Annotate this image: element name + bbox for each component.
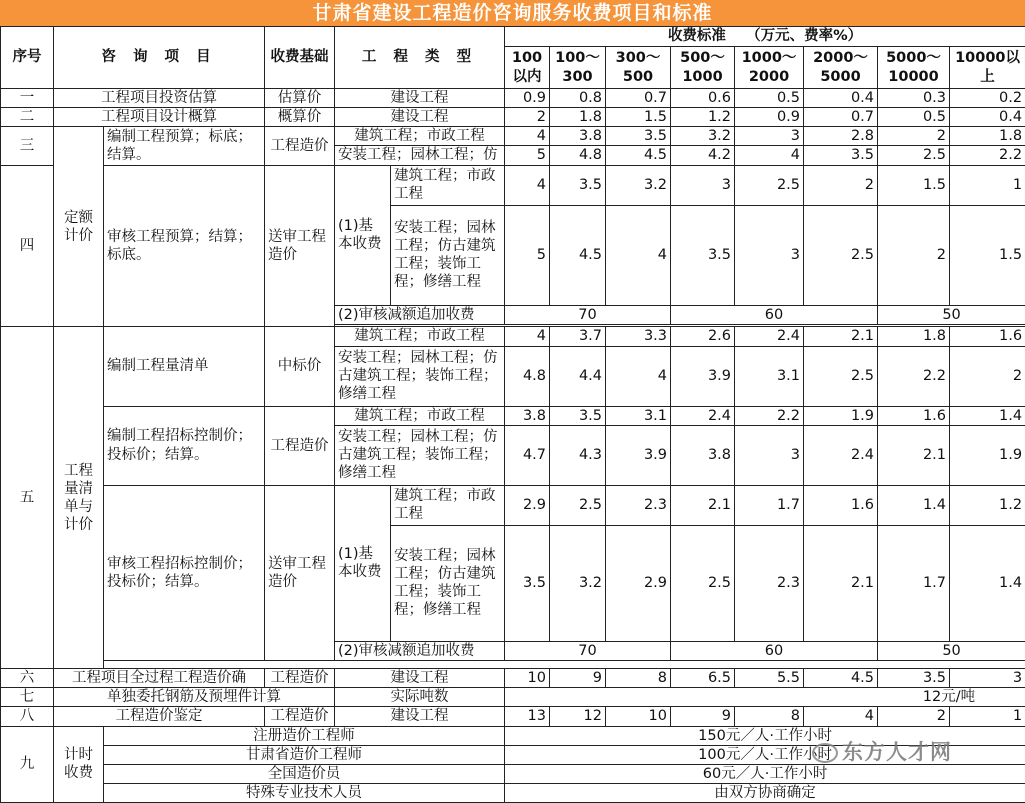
fee-value: 3 (735, 425, 804, 485)
row-seq: 九 (1, 726, 54, 803)
row-type: 建筑工程；市政工程 (391, 485, 505, 525)
fee-table (0, 26, 1025, 803)
row-type: 安装工程；园林工程；仿 (335, 146, 505, 165)
fee-value: 2.5 (671, 525, 735, 641)
fee-value: 4.8 (505, 346, 550, 406)
fee-value: 100元／人·工作小时 (505, 745, 1025, 764)
row-seq: 六 (1, 669, 54, 688)
fee-value: 2.4 (671, 406, 735, 425)
fee-value: 2 (804, 165, 878, 205)
fee-value: 3 (671, 165, 735, 205)
fee-value: 4.3 (550, 425, 606, 485)
group-label-quota: 定额计价 (54, 127, 104, 327)
fee-value: 3.5 (878, 669, 950, 688)
fee-value: 3.5 (671, 205, 735, 305)
row-type: 安装工程；园林工程；仿古建筑工程；装饰工程；修缮工程 (335, 346, 505, 406)
tier-label: 1000～2000 (735, 47, 804, 89)
table-row (1, 764, 1025, 783)
table-row (1, 127, 1025, 146)
row-type: 建设工程 (335, 669, 505, 688)
fee-value: 3.9 (606, 425, 671, 485)
fee-value: 5 (505, 205, 550, 305)
header-item: 咨 询 项 目 (54, 27, 265, 89)
table-row (1, 669, 1025, 688)
row-item: 审核工程招标控制价；投标价；结算。 (104, 485, 265, 660)
fee-value: 3.7 (550, 327, 606, 346)
row-basis: 工程造价 (265, 406, 335, 485)
fee-value: 2.2 (735, 406, 804, 425)
fee-value: 3.3 (606, 327, 671, 346)
row-item: 全国造价员 (104, 764, 505, 783)
table-row (1, 327, 1025, 346)
fee-value: 4.8 (550, 146, 606, 165)
fee-value: 4.5 (606, 146, 671, 165)
fee-value: 1.9 (804, 406, 878, 425)
fee-value: 10 (505, 669, 550, 688)
fee-value: 2.3 (606, 485, 671, 525)
fee-value: 60元／人·工作小时 (505, 764, 1025, 783)
fee-value: 2.4 (735, 327, 804, 346)
row-type: 建设工程 (335, 108, 505, 127)
fee-value: 12元/吨 (505, 688, 1025, 707)
fee-value: 1 (950, 165, 1025, 205)
fee-value: 1.5 (878, 165, 950, 205)
fee-value: 4 (735, 146, 804, 165)
fee-value: 9 (671, 707, 735, 726)
fee-value: 2.3 (735, 525, 804, 641)
fee-value: 2.5 (804, 346, 878, 406)
fee-value: 5.5 (735, 669, 804, 688)
fee-value: 2.1 (804, 525, 878, 641)
fee-value: 4.2 (671, 146, 735, 165)
row-type: 建筑工程；市政工程 (335, 127, 505, 146)
fee-value: 8 (606, 669, 671, 688)
fee-value: 4 (606, 205, 671, 305)
row-basis: 概算价 (265, 108, 335, 127)
tier-label: 300～500 (606, 47, 671, 89)
row-seq: 四 (1, 165, 54, 327)
fee-value: 1.6 (950, 327, 1025, 346)
row-item: 编制工程预算；标底；结算。 (104, 127, 265, 165)
fee-value: 1.2 (671, 108, 735, 127)
fee-value: 1.4 (950, 525, 1025, 641)
base-fee-label: (1)基本收费 (335, 485, 391, 641)
fee-value: 由双方协商确定 (505, 783, 1025, 802)
row-item: 工程造价鉴定 (54, 707, 265, 726)
fee-value: 2.2 (878, 346, 950, 406)
fee-value: 10 (606, 707, 671, 726)
fee-value: 2.9 (505, 485, 550, 525)
header-seq: 序号 (1, 27, 54, 89)
fee-value: 1.7 (878, 525, 950, 641)
fee-value: 1.6 (878, 406, 950, 425)
fee-value: 0.4 (804, 89, 878, 108)
tier-label: 100以内 (505, 47, 550, 89)
spacer-row (1, 663, 1025, 666)
tier-label: 100～300 (550, 47, 606, 89)
fee-value: 1.2 (950, 485, 1025, 525)
fee-value: 4 (505, 327, 550, 346)
row-item: 注册造价工程师 (104, 726, 505, 745)
fee-value: 0.2 (950, 89, 1025, 108)
tier-label: 10000以上 (950, 47, 1025, 89)
table-row (1, 108, 1025, 127)
row-basis: 估算价 (265, 89, 335, 108)
header-row (1, 27, 1025, 47)
tier-label: 2000～5000 (804, 47, 878, 89)
fee-value: 1.5 (950, 205, 1025, 305)
fee-value: 2 (878, 127, 950, 146)
fee-value: 3.5 (505, 525, 550, 641)
fee-value: 0.5 (878, 108, 950, 127)
fee-value: 4.7 (505, 425, 550, 485)
fee-value: 1.6 (804, 485, 878, 525)
row-type: 建筑工程；市政工程 (335, 406, 505, 425)
table-row (1, 688, 1025, 707)
fee-value: 2.1 (804, 327, 878, 346)
row-basis: 工程造价 (265, 127, 335, 165)
row-item: 审核工程预算；结算；标底。 (104, 165, 265, 327)
fee-value: 2 (950, 346, 1025, 406)
fee-value: 1.5 (606, 108, 671, 127)
fee-value: 3.5 (550, 406, 606, 425)
header-standard: 收费标准 （万元、费率%） (505, 27, 1025, 47)
fee-value: 4 (505, 127, 550, 146)
fee-value: 1.4 (878, 485, 950, 525)
fee-value: 5 (505, 146, 550, 165)
fee-value: 3 (735, 205, 804, 305)
fee-value: 6.5 (671, 669, 735, 688)
table-row (1, 89, 1025, 108)
row-basis: 中标价 (265, 327, 335, 406)
row-type: 实际吨数 (335, 688, 505, 707)
row-basis: 工程造价 (265, 707, 335, 726)
fee-value: 2.2 (950, 146, 1025, 165)
header-type: 工 程 类 型 (335, 27, 505, 89)
row-seq: 一 (1, 89, 54, 108)
fee-value: 1.7 (735, 485, 804, 525)
fee-value: 2.5 (878, 146, 950, 165)
fee-value: 3.2 (550, 525, 606, 641)
fee-value: 3 (735, 127, 804, 146)
fee-value: 4.5 (804, 669, 878, 688)
row-seq: 五 (1, 327, 54, 669)
row-item: 编制工程招标控制价；投标价；结算。 (104, 406, 265, 485)
table-row (1, 406, 1025, 425)
fee-value: 0.4 (950, 108, 1025, 127)
row-item: 甘肃省造价工程师 (104, 745, 505, 764)
fee-value: 12 (550, 707, 606, 726)
row-basis: 送审工程造价 (265, 165, 335, 327)
row-seq: 八 (1, 707, 54, 726)
fee-value: 2.5 (804, 205, 878, 305)
fee-value: 0.6 (671, 89, 735, 108)
table-title: 甘肃省建设工程造价咨询服务收费项目和标准 (0, 0, 1025, 26)
row-type: 安装工程；园林工程；仿古建筑工程；装饰工程；修缮工程 (335, 425, 505, 485)
fee-value: 2.4 (804, 425, 878, 485)
fee-value: 0.5 (735, 89, 804, 108)
fee-value: 1.4 (950, 406, 1025, 425)
fee-value: 3.5 (804, 146, 878, 165)
row-seq: 三 (1, 127, 54, 165)
row-seq: 七 (1, 688, 54, 707)
fee-value: 0.8 (550, 89, 606, 108)
row-type: 建筑工程；市政工程 (391, 165, 505, 205)
fee-value: 2 (505, 108, 550, 127)
row-type: 安装工程；园林工程；仿古建筑工程；装饰工程；修缮工程 (391, 525, 505, 641)
fee-value: 4.4 (550, 346, 606, 406)
fee-value: 2.1 (878, 425, 950, 485)
fee-value: 4 (505, 165, 550, 205)
fee-value: 9 (550, 669, 606, 688)
watermark-text: 东方人才网 (842, 740, 952, 764)
extra-fee-label: (2)审核减额追加收费 (335, 641, 505, 660)
fee-value: 3.8 (550, 127, 606, 146)
row-type: 建设工程 (335, 89, 505, 108)
table-row (1, 783, 1025, 802)
header-basis: 收费基础 (265, 27, 335, 89)
fee-value: 2.1 (671, 485, 735, 525)
fee-value: 2.5 (735, 165, 804, 205)
row-basis: 工程造价 (265, 669, 335, 688)
extra-fee-label: (2)审核减额追加收费 (335, 305, 505, 324)
fee-value: 8 (735, 707, 804, 726)
fee-value: 1.9 (950, 425, 1025, 485)
wechat-icon (812, 743, 838, 763)
watermark (812, 736, 952, 766)
group-label-hourly: 计时收费 (54, 726, 104, 803)
fee-value: 1.8 (950, 127, 1025, 146)
fee-value: 4 (606, 346, 671, 406)
fee-value: 3.8 (671, 425, 735, 485)
fee-value: 3.1 (606, 406, 671, 425)
fee-value: 0.7 (606, 89, 671, 108)
fee-value: 0.3 (878, 89, 950, 108)
fee-value: 1 (950, 707, 1025, 726)
fee-value: 3.1 (735, 346, 804, 406)
table-row (1, 485, 1025, 525)
fee-value: 3.5 (606, 127, 671, 146)
extra-fee-value: 50 (878, 305, 1025, 324)
fee-value: 1.8 (878, 327, 950, 346)
row-item: 特殊专业技术人员 (104, 783, 505, 802)
fee-value: 3.2 (606, 165, 671, 205)
extra-fee-value: 70 (505, 641, 671, 660)
table-row (1, 165, 1025, 205)
spacer-row (1, 660, 1025, 663)
row-type: 建设工程 (335, 707, 505, 726)
fee-value: 2 (878, 205, 950, 305)
fee-value: 0.9 (505, 89, 550, 108)
table-row (1, 707, 1025, 726)
fee-value: 3 (950, 669, 1025, 688)
fee-value: 3.9 (671, 346, 735, 406)
row-item: 工程项目设计概算 (54, 108, 265, 127)
fee-value: 4 (804, 707, 878, 726)
tier-label: 500～1000 (671, 47, 735, 89)
row-item: 编制工程量清单 (104, 327, 265, 406)
fee-value: 150元／人·工作小时 (505, 726, 1025, 745)
extra-fee-value: 50 (878, 641, 1025, 660)
fee-value: 13 (505, 707, 550, 726)
group-label-list: 工程量清单与计价 (54, 327, 104, 669)
extra-fee-value: 60 (671, 641, 878, 660)
fee-value: 0.7 (804, 108, 878, 127)
fee-value: 2.9 (606, 525, 671, 641)
fee-value: 3.2 (671, 127, 735, 146)
row-item: 工程项目全过程工程造价确 (54, 669, 265, 688)
row-type: 建筑工程；市政工程 (335, 327, 505, 346)
fee-value: 3.5 (550, 165, 606, 205)
fee-value: 3.8 (505, 406, 550, 425)
fee-value: 2.8 (804, 127, 878, 146)
fee-value: 2.6 (671, 327, 735, 346)
row-seq: 二 (1, 108, 54, 127)
row-type: 安装工程；园林工程；仿古建筑工程；装饰工程；修缮工程 (391, 205, 505, 305)
row-item: 单独委托钢筋及预埋件计算 (54, 688, 335, 707)
fee-value: 4.5 (550, 205, 606, 305)
base-fee-label: (1)基本收费 (335, 165, 391, 305)
tier-label: 5000～10000 (878, 47, 950, 89)
row-item: 工程项目投资估算 (54, 89, 265, 108)
fee-value: 2 (878, 707, 950, 726)
fee-value: 1.8 (550, 108, 606, 127)
extra-fee-value: 60 (671, 305, 878, 324)
fee-value: 0.9 (735, 108, 804, 127)
fee-value: 2.5 (550, 485, 606, 525)
extra-fee-value: 70 (505, 305, 671, 324)
row-basis: 送审工程造价 (265, 485, 335, 660)
